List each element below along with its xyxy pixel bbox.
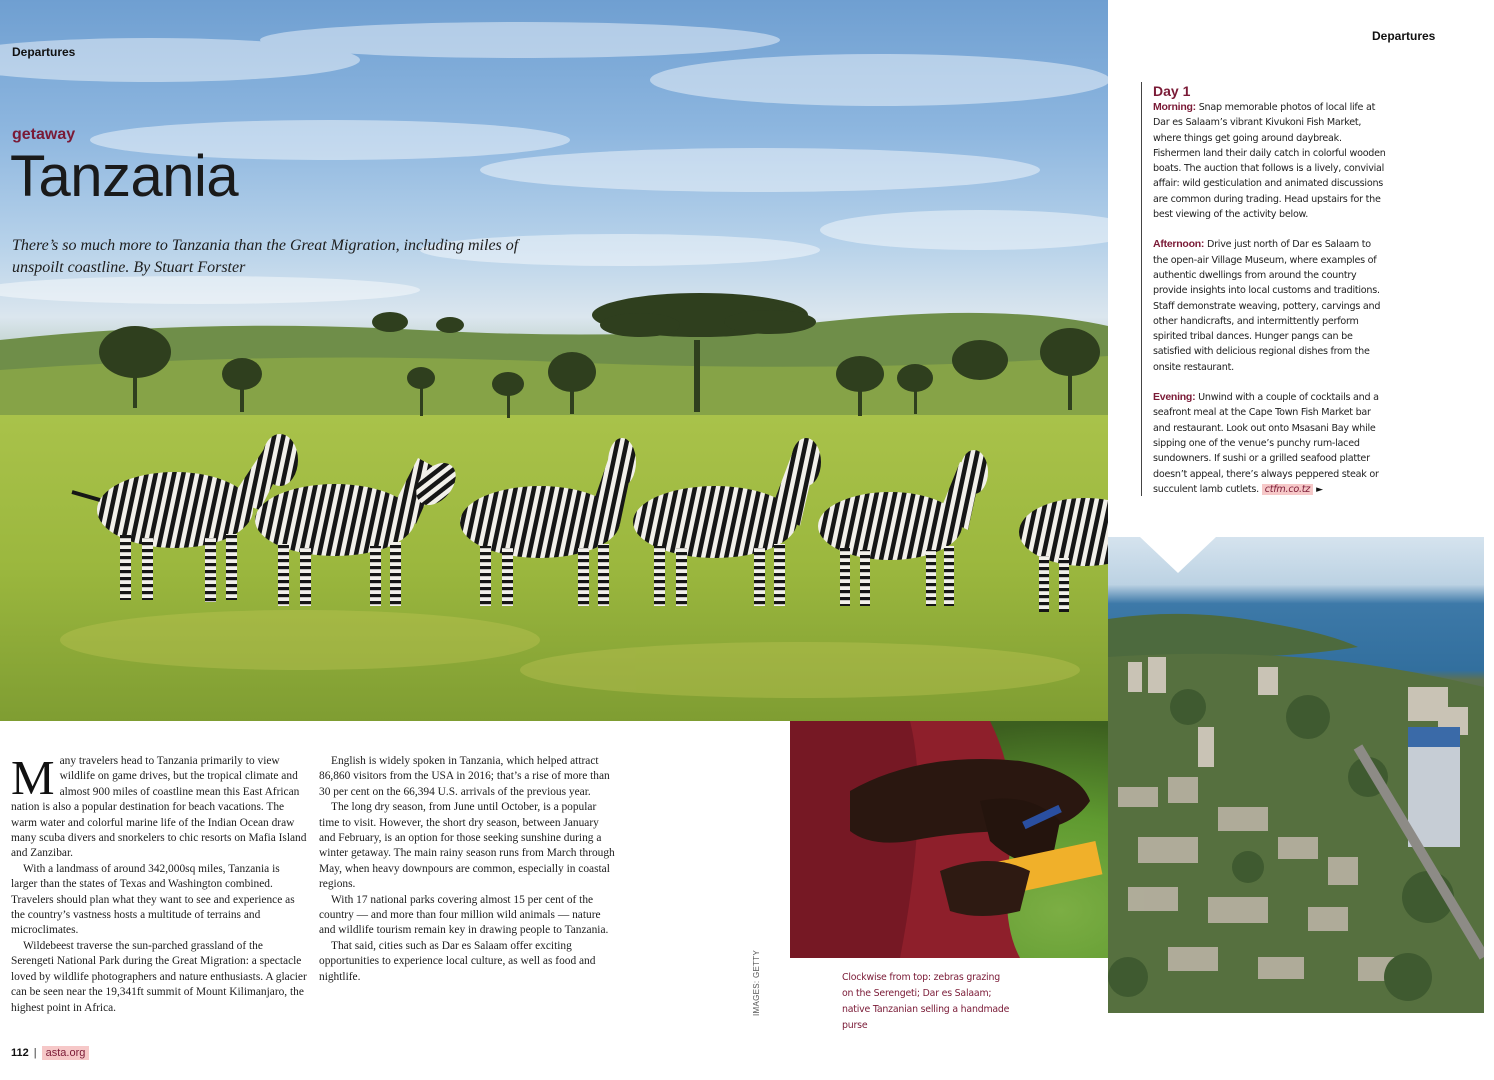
body-paragraph: That said, cities such as Dar es Salaam offer exciting opportunities to experience local culture, as well as food and nightlife. <box>319 939 596 983</box>
city-aerial-illustration <box>1108 537 1484 1013</box>
hero-photo-zebras <box>0 0 1108 721</box>
afternoon-label: Afternoon: <box>1153 238 1205 251</box>
body-paragraph: Wildebeest traverse the sun-parched grassland of the Serengeti National Park during the Great Migration: a spectacle loved by wildlife photographers and nature enthusiasts. A glacier can be seen near the 19,341ft summit of Mount Kilimanjaro, the highest point in Africa. <box>11 939 307 1014</box>
evening-text: Unwind with a couple of cocktails and a seafront meal at the Cape Town Fish Market bar and restaurant. Look out onto Msasani Bay while sipping one of the venue’s punchy rum-laced sundowners. If sushi or a grilled seafood platter doesn’t appeal, there’s always peppered steak or succulent lamb cutlets. <box>1153 392 1379 495</box>
section-label-left: Departures <box>12 45 76 59</box>
day-title: Day 1 <box>1153 83 1191 99</box>
body-paragraph: English is widely spoken in Tanzania, which helped attract 86,860 visitors from the USA in 2016; that’s a rise of more than 30 per cent on the 66,394 U.S. arrivals of the previous year. <box>319 755 610 798</box>
day-itinerary-panel <box>1141 82 1386 496</box>
article-kicker: getaway <box>12 126 76 143</box>
evening-label: Evening: <box>1153 391 1196 404</box>
handmade-purse-photo <box>790 721 1108 958</box>
arrow-right-icon: ► <box>1316 484 1323 495</box>
afternoon-section <box>1153 237 1386 375</box>
body-paragraph: With a landmass of around 342,000sq miles, Tanzania is larger than the states of Texas and Washington combined. Travelers should plan what they want to see and experience as the country’s vastness hosts a multitude of terrains and microclimates. <box>11 862 295 937</box>
page-folio <box>11 1047 89 1059</box>
section-label-right: Departures <box>1372 29 1436 43</box>
body-column-middle <box>319 754 617 985</box>
photo-credit-text: IMAGES: GETTY <box>752 949 761 1016</box>
hand-purse-illustration <box>790 721 1108 958</box>
body-paragraph <box>11 750 307 862</box>
restaurant-link[interactable]: ctfm.co.tz <box>1262 484 1313 495</box>
body-column-left <box>11 750 307 1016</box>
folio-separator: | <box>33 1047 37 1059</box>
dar-es-salaam-photo <box>1108 537 1484 1013</box>
morning-label: Morning: <box>1153 101 1196 113</box>
page-number: 112 <box>11 1047 29 1059</box>
body-paragraph: The long dry season, from June until October, is a popular time to visit. However, the short dry season, between January and February, is an option for those seeking sunshine during a winter getaway. The main rainy season runs from March through May, when heavy downpours are common, especially in coastal regions. <box>319 801 615 891</box>
zebra-savanna-illustration <box>0 0 1108 721</box>
photo-credit <box>752 949 766 1016</box>
dropcap: M <box>11 750 55 805</box>
article-standfirst: There’s so much more to Tanzania than the Great Migration, including miles of unspoilt coastline. By Stuart Forster <box>12 237 519 276</box>
photo-caption: Clockwise from top: zebras grazing on the Serengeti; Dar es Salaam; native Tanzanian selling a handmade purse <box>842 972 1010 1031</box>
paragraph-text: any travelers head to Tanzania primarily to view wildlife on game drives, but the tropical climate and almost 900 miles of coastline mean this East African nation is also a popular destination for beach vacations. The warm water and colorful marine life of the Indian Ocean draw many scuba divers and snorkelers to chic resorts on Mafia Island and Zanzibar. <box>11 755 307 860</box>
evening-section <box>1153 390 1386 498</box>
body-paragraph: With 17 national parks covering almost 15 per cent of the country — and more than four million wild animals — nature and wildlife tourism remain key in drawing people to Tanzania. <box>319 893 609 937</box>
afternoon-text: Drive just north of Dar es Salaam to the open-air Village Museum, where examples of authentic dwellings from around the country provide insights into local customs and traditions. Staff demonstrate weaving, pottery, carvings and other handicrafts, and intermittently perform spirited tribal dances. Hunger pangs can be satisfied with delicious regional dishes from the onsite restaurant. <box>1153 239 1381 373</box>
morning-text: Snap memorable photos of local life at Dar es Salaam’s vibrant Kivukoni Fish Market, where things get going around daybreak. Fishermen land their daily catch in colorful wooden boats. The auction that follows is a lively, convivial affair: wild gesticulation and animated discussions are common during trading. Head upstairs for the best viewing of the activity below. <box>1153 102 1386 221</box>
site-link[interactable]: asta.org <box>42 1046 90 1060</box>
article-title: Tanzania <box>10 144 239 209</box>
morning-section <box>1153 100 1386 222</box>
